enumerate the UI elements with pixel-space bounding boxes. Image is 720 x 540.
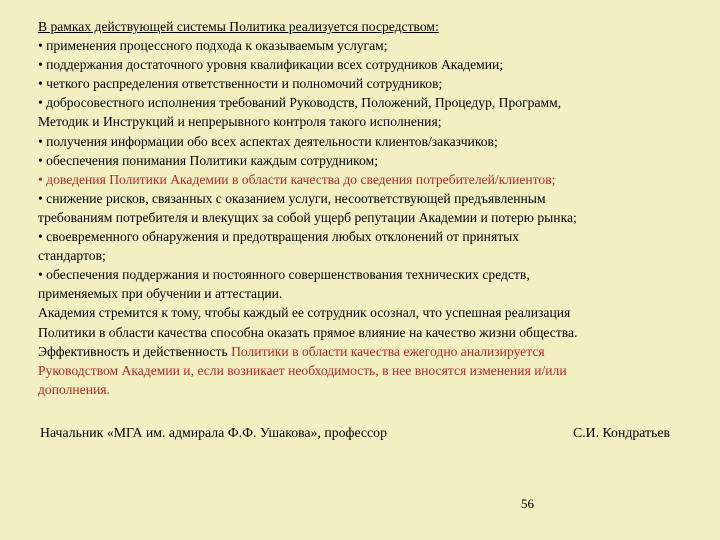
- bullet-line-continued: применяемых при обучении и аттестации.: [38, 286, 283, 302]
- policy-heading: В рамках действующей системы Политика реализуется посредством:: [38, 19, 439, 34]
- closing-line: [38, 342, 688, 361]
- paragraph-line: Академия стремится к тому, чтобы каждый ее сотрудник осознал, что успешная реализация: [38, 305, 571, 321]
- bullet-line-continued: стандартов;: [38, 248, 106, 264]
- bullet-line: • обеспечения понимания Политики каждым сотрудником;: [38, 152, 378, 168]
- closing-red-line: Руководством Академии и, если возникает необходимость, в нее вносятся изменения и/или: [38, 362, 567, 378]
- bullet-line: • добросовестного исполнения требований Руководств, Положений, Процедур, Программ,: [38, 95, 562, 111]
- bullet-line: • своевременного обнаружения и предотвращения любых отклонений от принятых: [38, 229, 520, 245]
- signature-name: С.И. Кондратьев: [573, 425, 670, 440]
- bullet-line: • поддержания достаточного уровня квалификации всех сотрудников Академии;: [38, 57, 504, 73]
- bullet-line: • обеспечения поддержания и постоянного совершенствования технических средств,: [38, 267, 530, 283]
- bullet-line: • снижение рисков, связанных с оказанием услуги, несоответствующей предъявленным: [38, 190, 546, 206]
- closing-black-text: Эффективность и действенность: [38, 343, 232, 359]
- bullet-line: • применения процессного подхода к оказываемым услугам;: [38, 38, 388, 54]
- closing-red-line: дополнения.: [38, 381, 110, 397]
- paragraph-line: Политики в области качества способна оказать прямое влияние на качество жизни общества.: [38, 324, 578, 340]
- bullet-line-continued: Методик и Инструкций и непрерывного контроля такого исполнения;: [38, 114, 442, 130]
- signature-position: Начальник «МГА им. адмирала Ф.Ф. Ушакова», профессор: [40, 425, 387, 440]
- bullet-line-continued: требованиям потребителя и влекущих за собой ущерб репутации Академии и потерю рынка;: [38, 209, 577, 225]
- highlighted-bullet-line: • доведения Политики Академии в области качества до сведения потребителей/клиентов;: [38, 171, 556, 187]
- bullet-line: • четкого распределения ответственности и полномочий сотрудников;: [38, 76, 443, 92]
- closing-red-text: Политики в области качества ежегодно анализируется: [231, 343, 545, 359]
- policy-text-block: [38, 17, 688, 399]
- bullet-line: • получения информации обо всех аспектах деятельности клиентов/заказчиков;: [38, 133, 498, 149]
- page-number: 56: [521, 496, 534, 511]
